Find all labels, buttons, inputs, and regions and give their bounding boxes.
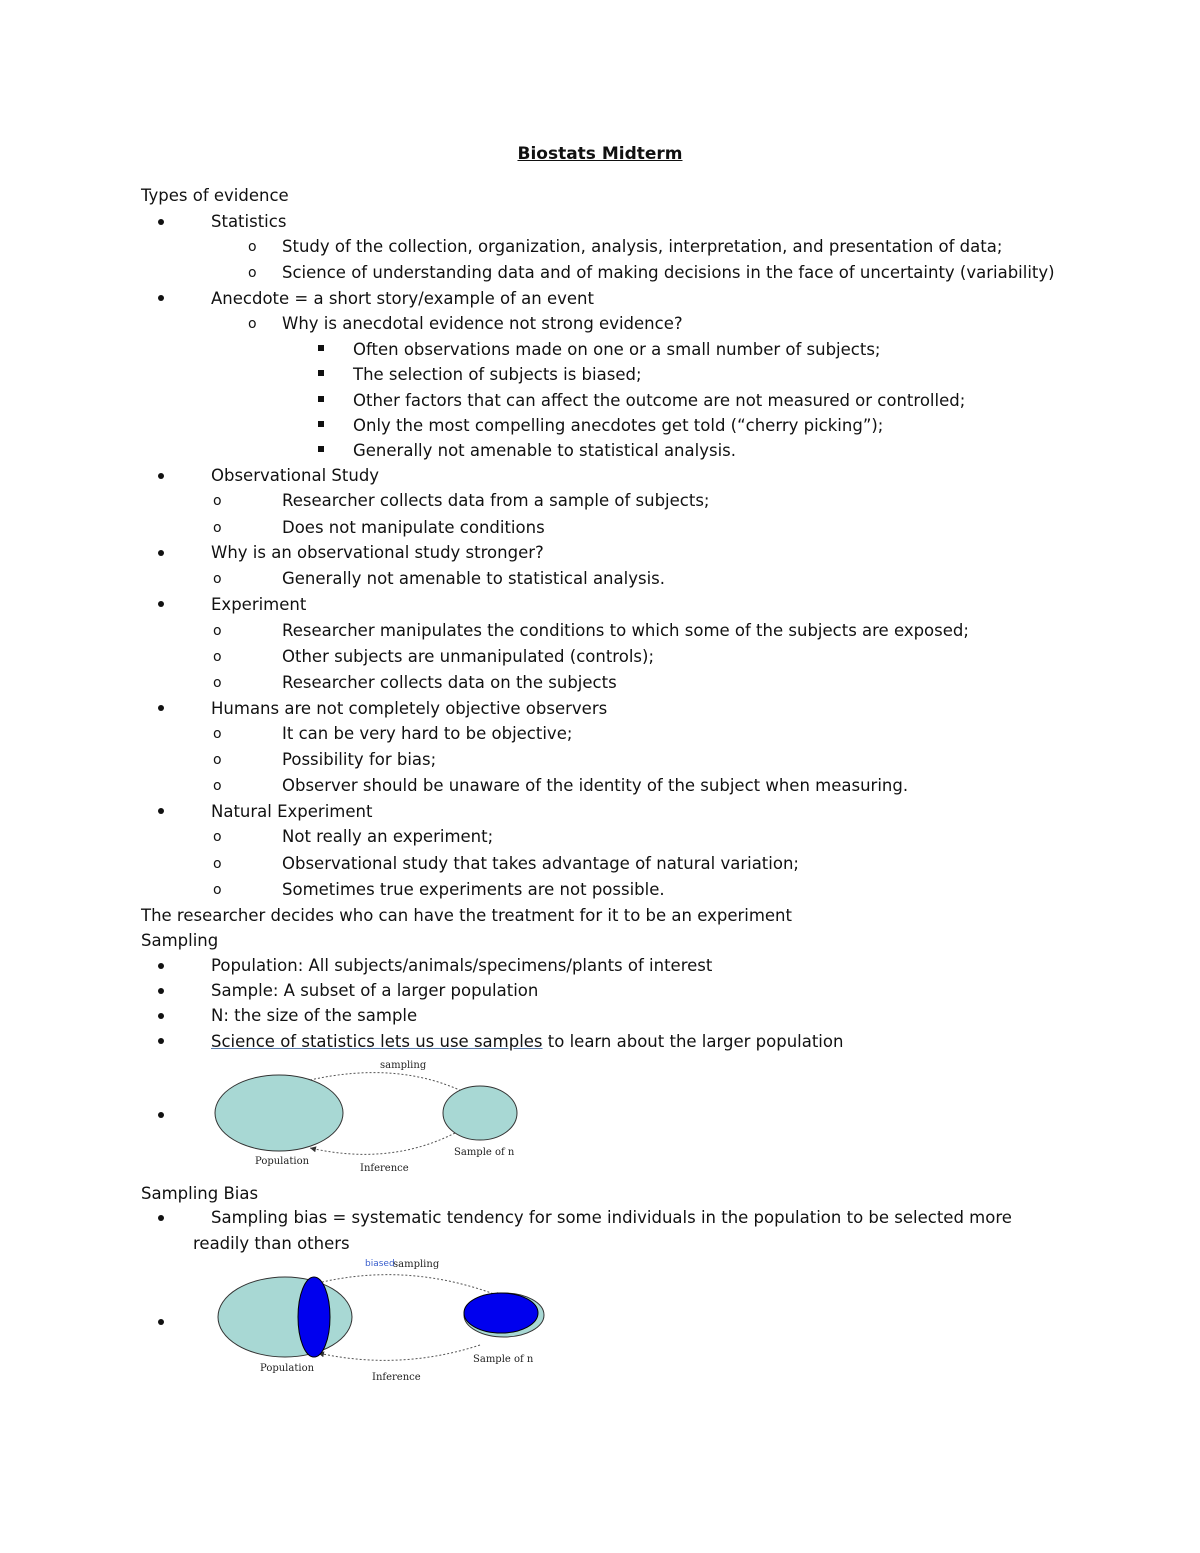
bullet-icon [158, 1110, 168, 1120]
diagram-sampling-label: sampling [380, 1060, 427, 1071]
sampling-item: Population: All subjects/animals/specimens/plants of interest [211, 956, 713, 975]
circle-bullet-icon: o [213, 726, 222, 742]
anecdote-reason: Other factors that can affect the outcome are not measured or controlled; [353, 391, 966, 410]
bias-diagram [210, 1253, 550, 1385]
circle-bullet-icon: o [213, 571, 222, 587]
bias-heading: Sampling Bias [141, 1184, 259, 1203]
circle-bullet-icon: o [248, 265, 257, 281]
types-heading: Types of evidence [141, 186, 289, 205]
statistics-item: Science of understanding data and of making decisions in the face of uncertainty (variability) [282, 263, 1055, 282]
bullet-icon [158, 471, 168, 481]
square-bullet-icon [318, 421, 324, 427]
circle-bullet-icon: o [213, 829, 222, 845]
diagram-biased-label: biased [365, 1259, 395, 1269]
natural-label: Natural Experiment [211, 802, 373, 821]
bullet-icon [158, 217, 168, 227]
circle-bullet-icon: o [213, 856, 222, 872]
why-observational-item: Generally not amenable to statistical analysis. [282, 569, 665, 588]
square-bullet-icon [318, 446, 324, 452]
sample-ellipse [443, 1086, 517, 1140]
anecdote-label: Anecdote = a short story/example of an event [211, 289, 594, 308]
circle-bullet-icon: o [213, 493, 222, 509]
why-observational-label: Why is an observational study stronger? [211, 543, 544, 562]
anecdote-reason: Only the most compelling anecdotes get told (“cherry picking”); [353, 416, 884, 435]
document-title: Biostats Midterm [517, 144, 683, 164]
square-bullet-icon [318, 370, 324, 376]
inference-arrow [310, 1133, 455, 1154]
observational-item: Researcher collects data from a sample of subjects; [282, 491, 710, 510]
statistics-item: Study of the collection, organization, analysis, interpretation, and presentation of data; [282, 237, 1003, 256]
bias-definition-cont: readily than others [193, 1234, 350, 1253]
population-ellipse [218, 1277, 352, 1357]
square-bullet-icon [318, 345, 324, 351]
circle-bullet-icon: o [248, 316, 257, 332]
bullet-icon [158, 293, 168, 303]
bullet-icon [158, 703, 168, 713]
square-bullet-icon [318, 396, 324, 402]
diagram-inference-label: Inference [360, 1163, 409, 1174]
biased-subset-ellipse [298, 1277, 330, 1357]
diagram-sample-label: Sample of n [473, 1354, 534, 1365]
anecdote-reason: Often observations made on one or a small number of subjects; [353, 340, 881, 359]
bullet-icon [158, 1036, 168, 1046]
experiment-label: Experiment [211, 595, 307, 614]
circle-bullet-icon: o [248, 239, 257, 255]
bullet-icon [158, 1213, 168, 1223]
sampling-science-underlined: Science of statistics lets us use samples [211, 1032, 543, 1051]
sampling-science-line [211, 1031, 843, 1053]
circle-bullet-icon: o [213, 623, 222, 639]
bullet-icon [158, 599, 168, 609]
circle-bullet-icon: o [213, 778, 222, 794]
sampling-diagram [210, 1058, 530, 1178]
anecdote-question: Why is anecdotal evidence not strong evidence? [282, 314, 683, 333]
anecdote-reason: The selection of subjects is biased; [353, 365, 642, 384]
experiment-item: Other subjects are unmanipulated (controls); [282, 647, 654, 666]
bullet-icon [158, 986, 168, 996]
circle-bullet-icon: o [213, 520, 222, 536]
sampling-arrow [310, 1073, 468, 1094]
diagram-sample-label: Sample of n [454, 1147, 515, 1158]
circle-bullet-icon: o [213, 675, 222, 691]
inference-arrow [318, 1345, 480, 1360]
humans-label: Humans are not completely objective observers [211, 699, 608, 718]
sampling-item: Sample: A subset of a larger population [211, 981, 539, 1000]
diagram-population-label: Population [260, 1363, 315, 1374]
bias-definition: Sampling bias = systematic tendency for some individuals in the population to be selected more [211, 1208, 1012, 1227]
population-ellipse [215, 1075, 343, 1151]
diagram-population-label: Population [255, 1156, 310, 1167]
humans-item: Possibility for bias; [282, 750, 437, 769]
experiment-item: Researcher manipulates the conditions to which some of the subjects are exposed; [282, 621, 969, 640]
anecdote-reason: Generally not amenable to statistical analysis. [353, 441, 736, 460]
natural-item: Sometimes true experiments are not possible. [282, 880, 665, 899]
sampling-item: N: the size of the sample [211, 1006, 418, 1025]
circle-bullet-icon: o [213, 752, 222, 768]
sampling-science-rest: to learn about the larger population [542, 1032, 844, 1051]
statistics-label: Statistics [211, 212, 287, 231]
diagram-sampling-label: sampling [393, 1259, 440, 1270]
bullet-icon [158, 1317, 168, 1327]
biased-sampling-arrow [318, 1275, 502, 1297]
bullet-icon [158, 548, 168, 558]
circle-bullet-icon: o [213, 882, 222, 898]
researcher-note: The researcher decides who can have the treatment for it to be an experiment [141, 906, 792, 925]
humans-item: Observer should be unaware of the identity of the subject when measuring. [282, 776, 909, 795]
observational-item: Does not manipulate conditions [282, 518, 545, 537]
natural-item: Observational study that takes advantage of natural variation; [282, 854, 799, 873]
bullet-icon [158, 961, 168, 971]
biased-sample-fill [464, 1293, 538, 1333]
diagram-inference-label: Inference [372, 1372, 421, 1383]
bullet-icon [158, 1011, 168, 1021]
natural-item: Not really an experiment; [282, 827, 494, 846]
humans-item: It can be very hard to be objective; [282, 724, 573, 743]
bullet-icon [158, 806, 168, 816]
observational-label: Observational Study [211, 466, 380, 485]
sampling-heading: Sampling [141, 931, 219, 950]
circle-bullet-icon: o [213, 649, 222, 665]
experiment-item: Researcher collects data on the subjects [282, 673, 617, 692]
